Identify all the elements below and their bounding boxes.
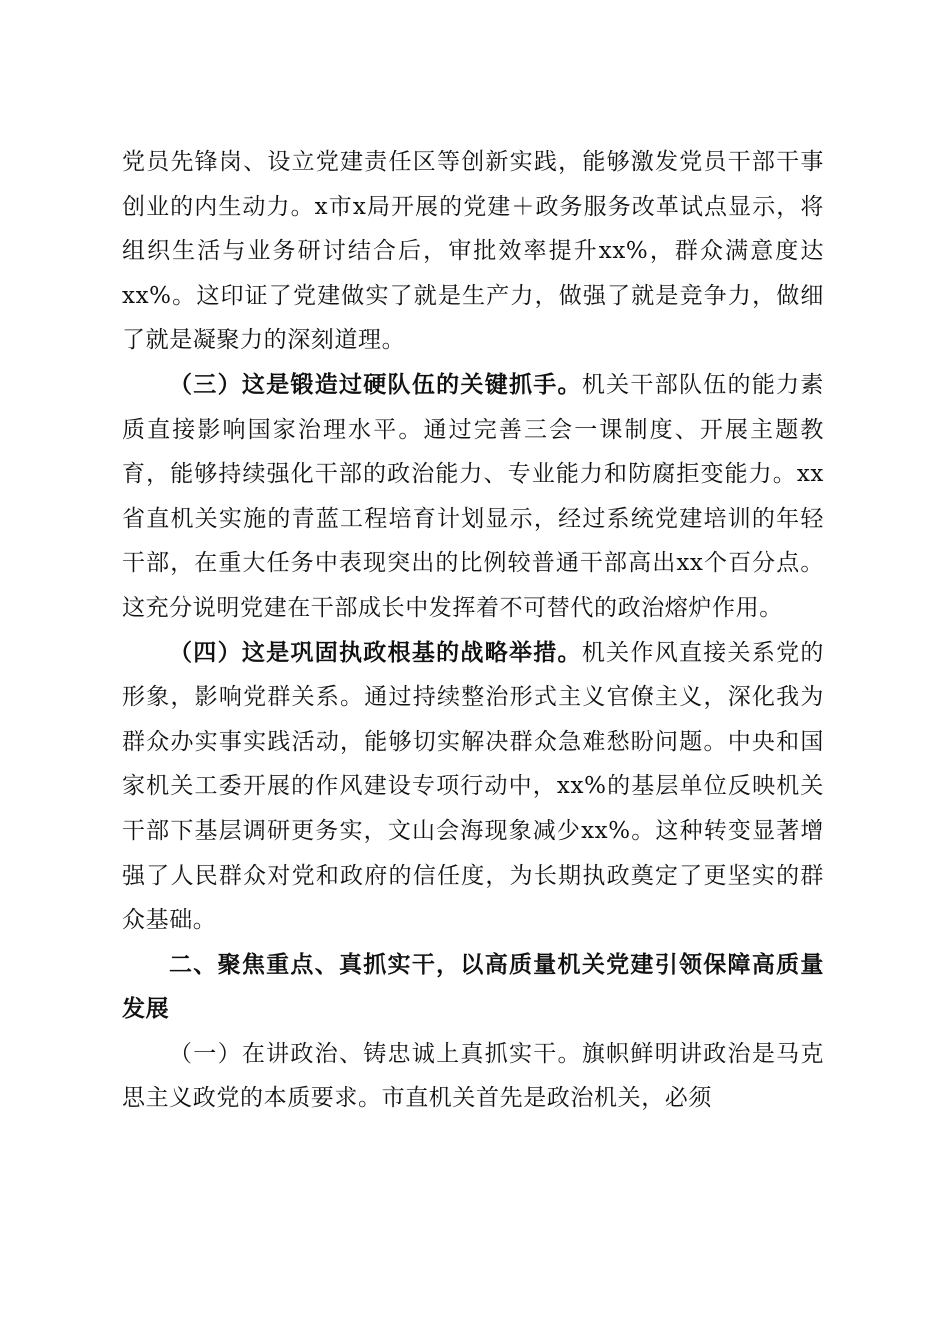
paragraph-lead: （三）这是锻造过硬队伍的关键抓手。 [169,371,582,398]
section-heading: 二、聚焦重点、真抓实干，以高质量机关党建引领保障高质量发展 [122,951,824,1023]
paragraph-text: 旗帜鲜明讲政治是马克思主义政党的本质要求。市直机关首先是政治机关，必须 [122,1040,825,1112]
paragraph-continuation [122,140,824,363]
paragraph-lead: （一）在讲政治、铸忠诚上真抓实干。 [169,1040,582,1067]
document-body [122,140,824,1121]
paragraph-lead: （四）这是巩固执政根基的战略举措。 [169,639,582,666]
paragraph-text: 党员先锋岗、设立党建责任区等创新实践，能够激发党员干部干事创业的内生动力。x市x局开展的党建＋政务服务改革试点显示，将组织生活与业务研讨结合后，审批效率提升xx%，群众满意度达xx%。这印证了党建做实了就是生产力，做强了就是竞争力，做细了就是凝聚力的深刻道理。 [122,149,824,354]
paragraph-subsection-one [122,1032,824,1121]
paragraph-section-three [122,363,824,631]
paragraph-section-four [122,631,824,943]
paragraph-text: 机关作风直接关系党的形象，影响党群关系。通过持续整治形式主义官僚主义，深化我为群众办实事实践活动，能够切实解决群众急难愁盼问题。中央和国家机关工委开展的作风建设专项行动中，xx%的基层单位反映机关干部下基层调研更务实，文山会海现象减少xx%。这种转变显著增强了人民群众对党和政府的信任度，为长期执政奠定了更坚实的群众基础。 [122,639,825,934]
paragraph-text: 机关干部队伍的能力素质直接影响国家治理水平。通过完善三会一课制度、开展主题教育，能够持续强化干部的政治能力、专业能力和防腐拒变能力。xx省直机关实施的青蓝工程培育计划显示，经过系统党建培训的年轻干部，在重大任务中表现突出的比例较普通干部高出xx个百分点。这充分说明党建在干部成长中发挥着不可替代的政治熔炉作用。 [122,371,825,621]
